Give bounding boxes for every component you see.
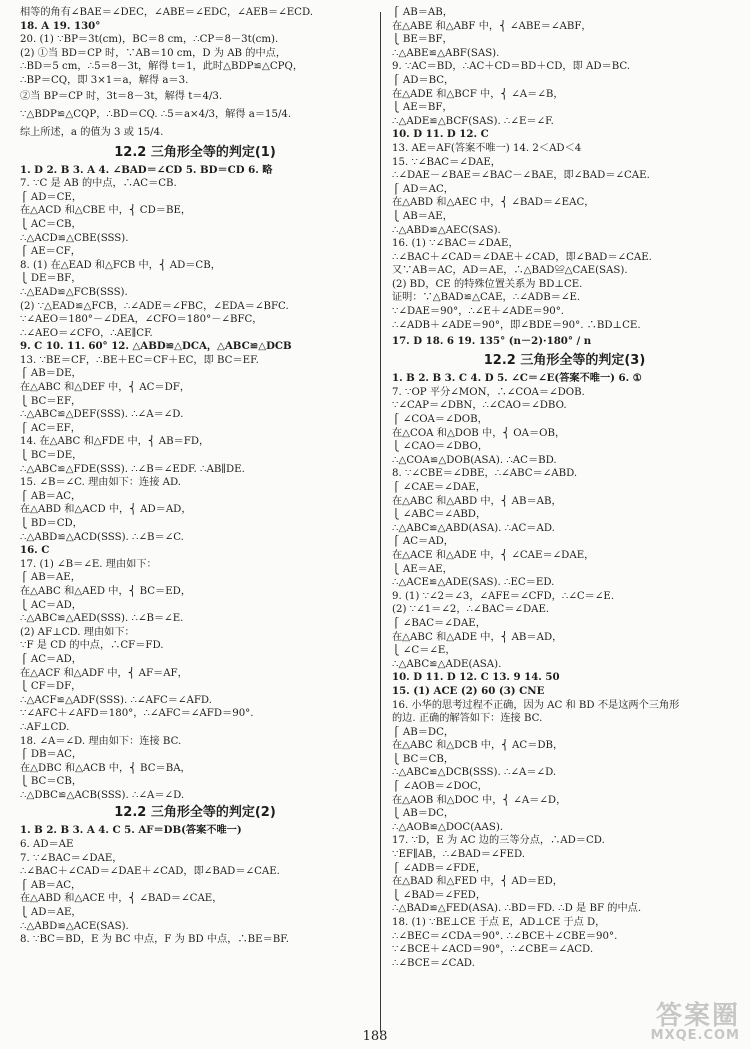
answer-line: ∴∠BCE＝∠CAD.: [392, 957, 475, 969]
answer-line: ⎧ AD＝BC，: [392, 74, 455, 86]
answer-line: ∴△ACD≌△CBE(SSS).: [20, 232, 129, 244]
answer-line: ②当 BP＝CP 时，3t＝8－3t，解得 t＝4/3.: [20, 90, 223, 102]
answer-line: 10. D 11. D 12. C 13. 9 14. 50: [392, 671, 560, 684]
answer-line: 15. ∠B＝∠C. 理由如下：连接 AD.: [20, 477, 182, 489]
answer-line: 在△ACF 和△ADF 中，⎨ AF＝AF，: [20, 667, 188, 679]
answer-line: ∴△ABE≌△ABF(SAS).: [392, 47, 500, 59]
answer-line: 8. (1) 在△EAD 和△FCB 中，⎨ AD＝CB，: [20, 259, 221, 271]
answer-line: (2) BD，CE 的特殊位置关系为 BD⊥CE.: [392, 278, 583, 290]
answer-line: (2) ∵∠1＝∠2，∴∠BAC＝∠DAE.: [392, 604, 550, 616]
answer-line: 在△ACD 和△CBE 中，⎨ CD＝BE，: [20, 205, 192, 217]
answer-line: ∴△DBC≌△ACB(SSS). ∴∠A＝∠D.: [20, 789, 185, 801]
answer-line: ⎧ AB＝AE，: [20, 572, 81, 584]
section-heading: 12.2 三角形全等的判定(2): [114, 805, 276, 821]
answer-line: ⎩ ∠ABC＝∠ABD，: [392, 509, 487, 521]
answer-line: 8. ∵∠CBE＝∠DBE，∴∠ABC＝∠ABD.: [392, 468, 578, 480]
answer-line: 17. ∵D，E 为 AC 边的三等分点，∴AD＝CD.: [392, 835, 605, 847]
answer-line: ∴△EAD≌△FCB(SSS).: [20, 286, 128, 298]
answer-line: ⎧ AC＝AD，: [20, 653, 82, 665]
watermark-text: 答案圈: [655, 1001, 740, 1031]
answer-line: 18. ∠A＝∠D. 理由如下：连接 BC.: [20, 735, 182, 747]
answer-line: ⎧ AD＝CE，: [20, 191, 83, 203]
answer-line: ⎩ BD＝CD，: [20, 518, 83, 529]
answer-line: ∴△BAD≌△FED(ASA). ∴BD＝FD. ∴D 是 BF 的中点.: [392, 903, 642, 915]
answer-line: ∴△ABC≌△FDE(SSS). ∴∠B＝∠EDF. ∴AB∥DE.: [20, 463, 245, 475]
answer-line: 证明：∵△BAD≌△CAE，∴∠ADB＝∠E.: [392, 292, 581, 304]
answer-line: ∴△ADE≌△BCF(SAS). ∴∠E＝∠F.: [392, 115, 554, 127]
answer-line: 在△ABC 和△DEF 中，⎨ AC＝DF，: [20, 382, 191, 394]
answer-line: 在△AOB 和△DOC 中，⎨ ∠A＝∠D，: [392, 794, 567, 806]
answer-line: 8. ∵BC＝BD，E 为 BC 中点，F 为 BD 中点，∴BE＝BF.: [20, 934, 290, 946]
answer-line: ⎩ BC＝DE，: [20, 450, 83, 462]
answer-line: (2) ①当 BD＝CP 时，∵AB＝10 cm，D 为 AB 的中点，: [20, 47, 287, 59]
answer-line: ∵∠CAP＝∠DBN，∴∠CAO＝∠DBO.: [392, 400, 567, 412]
answer-line: 1. B 2. B 3. A 4. C 5. AF＝DB(答案不唯一): [20, 824, 242, 837]
answer-line: 16. 小华的思考过程不正确，因为 AC 和 BD 不是这两个三角形: [392, 699, 680, 711]
answer-line: 15. ∵∠BAC＝∠DAE，: [392, 156, 501, 168]
answer-line: 在△ABD 和△ACE 中，⎨ ∠BAD＝∠CAE，: [20, 893, 223, 905]
answer-line: ⎩ ∠CAO＝∠DBO，: [392, 441, 489, 453]
answer-line: ∴∠BAC＋∠CAD＝∠DAE＋∠CAD，即∠BAD＝∠CAE.: [392, 251, 652, 263]
answer-line: ⎧ ∠ADB＝∠FDE，: [392, 862, 487, 874]
answer-line: 又∵AB＝AC，AD＝AE，∴△BAD≌△CAE(SAS).: [392, 265, 628, 277]
answer-line: ⎩ ∠C＝∠E，: [392, 645, 456, 657]
answer-line: 1. D 2. B 3. A 4. ∠BAD＝∠CD 5. BD＝CD 6. 略: [20, 163, 273, 176]
answer-line: ∴∠BAC＋∠CAD＝∠DAE＋∠CAD，即∠BAD＝∠CAE.: [20, 866, 280, 878]
answer-line: ∴△ABC≌△DEF(SSS). ∴∠A＝∠D.: [20, 409, 184, 421]
answer-line: ∴△ABC≌△ABD(ASA). ∴AC＝AD.: [392, 522, 555, 534]
answer-line: 18. A 19. 130°: [20, 19, 101, 32]
answer-line: 在△ABD 和△AEC 中，⎨ ∠BAD＝∠EAC，: [392, 197, 595, 209]
answer-line: 在△ACE 和△ADE 中，⎨ ∠CAE＝∠DAE，: [392, 549, 595, 561]
answer-line: ⎧ ∠AOB＝∠DOC，: [392, 781, 488, 793]
answer-line: 在△ABC 和△AED 中，⎨ BC＝ED，: [20, 585, 192, 597]
answer-line: 7. ∵OP 平分∠MON，∴∠COA＝∠DOB.: [392, 386, 585, 398]
answer-line: ⎩ AB＝DC，: [392, 808, 455, 820]
answer-line: 9. C 10. 11. 60° 12. △ABD≌△DCA，△ABC≌△DCB: [20, 340, 292, 353]
answer-line: 18. (1) ∵BE⊥CE 于点 E，AD⊥CE 于点 D，: [392, 917, 606, 928]
answer-line: ∴∠DAE－∠BAE＝∠BAC－∠BAE，即∠BAD＝∠CAE.: [392, 170, 650, 182]
answer-line: ⎩ AB＝AE，: [392, 210, 453, 222]
section-heading: 12.2 三角形全等的判定(3): [483, 353, 646, 369]
answer-line: ⎩ AE＝AE，: [392, 563, 453, 575]
answer-line: 17. (1) ∠B＝∠E. 理由如下：: [20, 558, 157, 570]
answer-line: ∴∠BEC＝∠CDA＝90°. ∴∠BCE＋∠CBE＝90°.: [392, 930, 618, 942]
answer-column-left: [20, 6, 370, 947]
answer-line: 在△ADE 和△BCF 中，⎨ ∠A＝∠B，: [392, 88, 564, 100]
answer-line: ⎩ AD＝AE，: [20, 907, 82, 919]
answer-line: 在△COA 和△DOB 中，⎨ OA＝OB，: [392, 427, 566, 439]
answer-line: ⎧ DB＝AC，: [20, 749, 83, 761]
answer-line: 在△ABE 和△ABF 中，⎨ ∠ABE＝∠ABF，: [392, 20, 592, 32]
answer-line: ∵∠AEO＝180°－∠DEA，∠CFO＝180°－∠BFC，: [20, 314, 263, 326]
answer-line: ∴△ACE≌△ADE(SAS). ∴EC＝ED.: [392, 577, 555, 589]
answer-line: ∵F 是 CD 的中点，∴CF＝FD.: [20, 640, 164, 652]
answer-line: 在△ABC 和△ADE 中，⎨ AB＝AD，: [392, 631, 563, 643]
answer-line: ∴AF⊥CD.: [20, 721, 70, 733]
answer-line: 16. (1) ∵∠BAC＝∠DAE，: [392, 238, 519, 250]
answer-line: ∴BD＝5 cm，∴5＝8－3t，解得 t＝1，此时△BDP≌△CPQ，: [20, 61, 304, 73]
answer-line: 17. D 18. 6 19. 135° (n－2)·180° / n: [392, 335, 592, 348]
answer-line: 在△ABC 和△DCB 中，⎨ AC＝DB，: [392, 740, 564, 752]
answer-line: 综上所述，a 的值为 3 或 15/4.: [20, 126, 164, 138]
answer-line: ∴△ABD≌△AEC(SAS).: [392, 224, 501, 236]
watermark-url: MXQE.COM: [650, 1028, 740, 1043]
answer-line: 10. D 11. D 12. C: [392, 128, 489, 141]
answer-line: ∴△ACF≌△ADF(SSS). ∴∠AFC＝∠AFD.: [20, 694, 212, 706]
page-number: 188: [362, 1029, 388, 1044]
answer-line: ⎩ AE＝BF，: [392, 102, 453, 114]
answer-line: ⎧ AB＝DE，: [20, 368, 82, 380]
answer-line: ∴△ABD≌△ACD(SSS). ∴∠B＝∠C.: [20, 531, 184, 543]
answer-column-right: [392, 6, 737, 970]
answer-line: ⎧ AB＝DC，: [392, 726, 455, 738]
answer-line: ⎩ BC＝EF，: [20, 395, 82, 407]
answer-line: 15. (1) ACE (2) 60 (3) CNE: [392, 684, 545, 697]
answer-line: 在△ABC 和△ABD 中，⎨ AB＝AB，: [392, 495, 562, 507]
answer-line: 13. ∵BE＝CF，∴BE＋EC＝CF＋EC，即 BC＝EF.: [20, 354, 259, 366]
answer-line: ∴△ABD≌△ACE(SAS).: [20, 920, 129, 932]
answer-line: ⎧ ∠BAC＝∠DAE，: [392, 617, 486, 629]
answer-line: 13. AE＝AF(答案不唯一) 14. 2＜AD＜4: [392, 142, 582, 154]
answer-line: ⎩ AC＝CB，: [20, 218, 82, 230]
answer-line: ∴△ABC≌△AED(SSS). ∴∠B＝∠E.: [20, 613, 184, 625]
answer-line: 1. B 2. B 3. C 4. D 5. ∠C＝∠E(答案不唯一) 6. ①: [392, 372, 642, 385]
column-divider: [380, 12, 381, 1032]
answer-line: ⎧ AE＝CF，: [20, 246, 81, 258]
answer-line: ∴∠AEO＝∠CFO，∴AE∥CF.: [20, 327, 153, 339]
answer-line: ∴∠ADB＋∠ADE＝90°，即∠BDE＝90°. ∴BD⊥CE.: [392, 319, 641, 331]
answer-line: ⎧ AC＝AD，: [392, 536, 454, 548]
answer-line: ∴BP＝CQ，即 3×1＝a，解得 a＝3.: [20, 74, 189, 86]
answer-line: (2) AF⊥CD. 理由如下：: [20, 626, 135, 638]
answer-line: ∵∠BCE＋∠ACD＝90°，∴∠CBE＝∠ACD.: [392, 944, 594, 956]
answer-line: ∵∠AFC＋∠AFD＝180°，∴∠AFC＝∠AFD＝90°.: [20, 708, 254, 720]
answer-line: 9. ∵AC＝BD，∴AC＋CD＝BD＋CD，即 AD＝BC.: [392, 61, 631, 73]
answer-line: ∴△AOB≌△DOC(AAS).: [392, 821, 504, 833]
answer-line: ⎧ ∠COA＝∠DOB，: [392, 414, 488, 426]
answer-line: ⎧ ∠CAE＝∠DAE，: [392, 482, 486, 493]
answer-line: ∴△ABC≌△ADE(ASA).: [392, 658, 502, 670]
answer-line: 在△ABD 和△ACD 中，⎨ AD＝AD，: [20, 504, 192, 516]
answer-line: ⎩ ∠BAD＝∠FED，: [392, 889, 487, 901]
answer-line: 的边. 正确的解答如下：连接 BC.: [392, 713, 543, 725]
answer-line: ∵△BDP≌△CQP，∴BD＝CQ. ∴5＝a×4/3，解得 a＝15/4.: [20, 108, 292, 120]
answer-line: 在△BAD 和△FED 中，⎨ AD＝ED，: [392, 876, 563, 888]
answer-line: ∴△COA≌△DOB(ASA). ∴AC＝BD.: [392, 454, 557, 466]
answer-line: ⎧ AD＝AC，: [392, 183, 454, 195]
answer-line: ⎩ CF＝DF，: [20, 681, 82, 693]
answer-line: 在△DBC 和△ACB 中，⎨ BC＝BA，: [20, 762, 191, 774]
answer-line: 7. ∵C 是 AB 的中点，∴AC＝CB.: [20, 178, 177, 190]
answer-line: 7. ∵∠BAC＝∠DAE，: [20, 852, 123, 864]
answer-line: 20. (1) ∵BP＝3t(cm)，BC＝8 cm，∴CP＝8－3t(cm).: [20, 34, 279, 46]
answer-line: 9. (1) ∵∠2＝∠3，∠AFE＝∠CFD，∴∠C＝∠E.: [392, 590, 615, 602]
answer-line: ∵∠DAE＝90°，∴∠E＋∠ADE＝90°.: [392, 306, 565, 318]
watermark-logo: [620, 995, 740, 1043]
answer-line: 相等的角有∠BAE＝∠DEC，∠ABE＝∠EDC，∠AEB＝∠ECD.: [20, 7, 314, 18]
answer-line: ⎩ BC＝CB，: [20, 776, 83, 788]
answer-line: ⎩ DE＝BF，: [20, 273, 82, 285]
section-heading: 12.2 三角形全等的判定(1): [114, 144, 276, 160]
answer-line: (2) ∵△EAD≌△FCB，∴∠ADE＝∠FBC，∠EDA＝∠BFC.: [20, 300, 289, 312]
answer-line: 14. 在△ABC 和△FDE 中，⎨ AB＝FD，: [20, 436, 210, 448]
answer-line: ∴△ABC≌△DCB(SSS). ∴∠A＝∠D.: [392, 767, 557, 779]
answer-line: 6. AD＝AE: [20, 839, 74, 851]
answer-line: ⎧ AB＝AB，: [392, 7, 453, 18]
answer-line: 16. C: [20, 544, 50, 557]
answer-line: ⎩ BC＝CB，: [392, 753, 455, 765]
answer-line: ⎩ BE＝BF，: [392, 34, 453, 46]
answer-line: ∵EF∥AB，∴∠BAD＝∠FED.: [392, 849, 526, 861]
answer-line: ⎧ AB＝AC，: [20, 879, 82, 891]
answer-line: ⎩ AC＝AD，: [20, 599, 82, 611]
answer-line: ⎧ AB＝AC，: [20, 490, 82, 502]
answer-line: ⎧ AC＝EF，: [20, 422, 81, 434]
